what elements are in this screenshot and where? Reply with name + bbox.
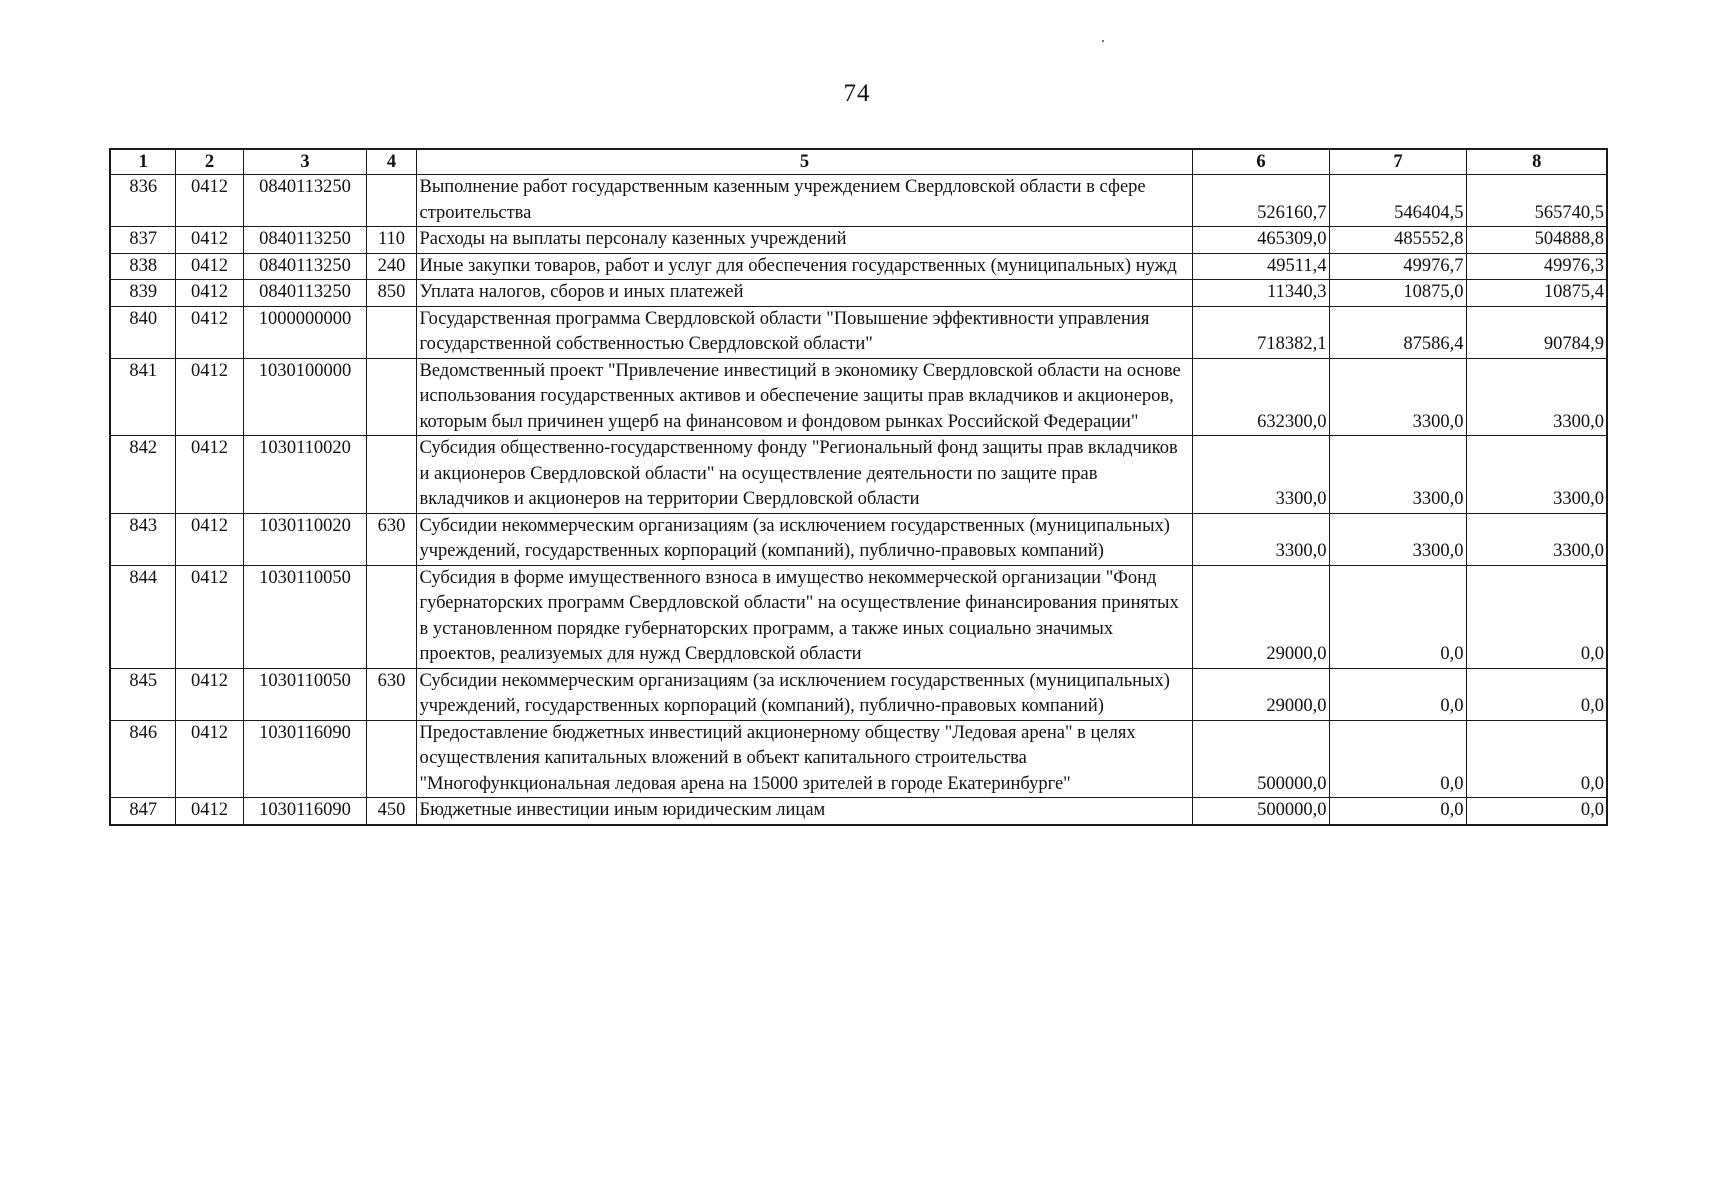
amount-year-2: 49976,7 bbox=[1329, 253, 1466, 280]
amount-year-2: 3300,0 bbox=[1329, 513, 1466, 565]
table-row bbox=[110, 513, 1607, 565]
section-code: 0412 bbox=[175, 306, 243, 358]
section-code: 0412 bbox=[175, 668, 243, 720]
expense-type-code bbox=[366, 436, 416, 514]
header-cell: 3 bbox=[243, 149, 366, 175]
amount-year-1: 29000,0 bbox=[1192, 668, 1329, 720]
amount-year-3: 0,0 bbox=[1466, 720, 1607, 798]
table-row bbox=[110, 668, 1607, 720]
table-row bbox=[110, 720, 1607, 798]
target-article-code: 0840113250 bbox=[243, 175, 366, 227]
amount-year-1: 3300,0 bbox=[1192, 436, 1329, 514]
row-number: 841 bbox=[110, 358, 175, 436]
item-description: Уплата налогов, сборов и иных платежей bbox=[416, 280, 1192, 307]
amount-year-2: 546404,5 bbox=[1329, 175, 1466, 227]
expense-type-code bbox=[366, 358, 416, 436]
amount-year-1: 632300,0 bbox=[1192, 358, 1329, 436]
row-number: 839 bbox=[110, 280, 175, 307]
amount-year-1: 49511,4 bbox=[1192, 253, 1329, 280]
amount-year-2: 0,0 bbox=[1329, 565, 1466, 668]
amount-year-2: 10875,0 bbox=[1329, 280, 1466, 307]
header-cell: 1 bbox=[110, 149, 175, 175]
header-cell: 2 bbox=[175, 149, 243, 175]
row-number: 844 bbox=[110, 565, 175, 668]
item-description: Субсидия общественно-государственному фонду "Региональный фонд защиты прав вкладчиков и акционеров Свердловской области" на осуществление деятельности по защите прав вкладчиков и акционеров на территории Свердловской области bbox=[416, 436, 1192, 514]
expense-type-code: 110 bbox=[366, 227, 416, 254]
header-cell: 4 bbox=[366, 149, 416, 175]
amount-year-3: 504888,8 bbox=[1466, 227, 1607, 254]
table-body bbox=[110, 175, 1607, 825]
table-row bbox=[110, 280, 1607, 307]
row-number: 836 bbox=[110, 175, 175, 227]
target-article-code: 0840113250 bbox=[243, 280, 366, 307]
amount-year-2: 0,0 bbox=[1329, 798, 1466, 825]
row-number: 842 bbox=[110, 436, 175, 514]
header-row bbox=[110, 149, 1607, 175]
row-number: 837 bbox=[110, 227, 175, 254]
row-number: 847 bbox=[110, 798, 175, 825]
row-number: 845 bbox=[110, 668, 175, 720]
amount-year-3: 0,0 bbox=[1466, 565, 1607, 668]
section-code: 0412 bbox=[175, 798, 243, 825]
amount-year-1: 11340,3 bbox=[1192, 280, 1329, 307]
amount-year-3: 0,0 bbox=[1466, 668, 1607, 720]
table-row bbox=[110, 253, 1607, 280]
expense-type-code: 240 bbox=[366, 253, 416, 280]
item-description: Бюджетные инвестиции иным юридическим лицам bbox=[416, 798, 1192, 825]
target-article-code: 1030116090 bbox=[243, 720, 366, 798]
table-row bbox=[110, 436, 1607, 514]
header-cell: 8 bbox=[1466, 149, 1607, 175]
amount-year-2: 485552,8 bbox=[1329, 227, 1466, 254]
item-description: Ведомственный проект "Привлечение инвестиций в экономику Свердловской области на основе использования государственных активов и обеспечение защиты прав вкладчиков и акционеров, которым был причинен ущерб на финансовом и фондовом рынках Российской Федерации" bbox=[416, 358, 1192, 436]
amount-year-3: 90784,9 bbox=[1466, 306, 1607, 358]
amount-year-3: 10875,4 bbox=[1466, 280, 1607, 307]
scan-speck bbox=[1102, 40, 1104, 42]
amount-year-3: 0,0 bbox=[1466, 798, 1607, 825]
target-article-code: 1030110020 bbox=[243, 436, 366, 514]
amount-year-2: 0,0 bbox=[1329, 720, 1466, 798]
amount-year-1: 500000,0 bbox=[1192, 720, 1329, 798]
amount-year-3: 3300,0 bbox=[1466, 358, 1607, 436]
item-description: Выполнение работ государственным казенным учреждением Свердловской области в сфере строительства bbox=[416, 175, 1192, 227]
row-number: 838 bbox=[110, 253, 175, 280]
target-article-code: 1030110050 bbox=[243, 668, 366, 720]
table-row bbox=[110, 227, 1607, 254]
section-code: 0412 bbox=[175, 280, 243, 307]
header-cell: 5 bbox=[416, 149, 1192, 175]
section-code: 0412 bbox=[175, 358, 243, 436]
amount-year-3: 565740,5 bbox=[1466, 175, 1607, 227]
item-description: Субсидии некоммерческим организациям (за исключением государственных (муниципальных) учреждений, государственных корпораций (компаний), публично-правовых компаний) bbox=[416, 513, 1192, 565]
row-number: 843 bbox=[110, 513, 175, 565]
amount-year-3: 49976,3 bbox=[1466, 253, 1607, 280]
section-code: 0412 bbox=[175, 227, 243, 254]
expense-type-code: 850 bbox=[366, 280, 416, 307]
item-description: Расходы на выплаты персоналу казенных учреждений bbox=[416, 227, 1192, 254]
item-description: Государственная программа Свердловской области "Повышение эффективности управления государственной собственностью Свердловской области" bbox=[416, 306, 1192, 358]
section-code: 0412 bbox=[175, 720, 243, 798]
item-description: Иные закупки товаров, работ и услуг для обеспечения государственных (муниципальных) нужд bbox=[416, 253, 1192, 280]
expense-type-code bbox=[366, 306, 416, 358]
expense-type-code bbox=[366, 565, 416, 668]
amount-year-3: 3300,0 bbox=[1466, 513, 1607, 565]
amount-year-1: 500000,0 bbox=[1192, 798, 1329, 825]
header-cell: 6 bbox=[1192, 149, 1329, 175]
amount-year-2: 87586,4 bbox=[1329, 306, 1466, 358]
item-description: Предоставление бюджетных инвестиций акционерному обществу "Ледовая арена" в целях осуществления капитальных вложений в объект капитального строительства "Многофункциональная ледовая арена на 15000 зрителей в городе Екатеринбурге" bbox=[416, 720, 1192, 798]
amount-year-2: 0,0 bbox=[1329, 668, 1466, 720]
target-article-code: 1030100000 bbox=[243, 358, 366, 436]
table-row bbox=[110, 565, 1607, 668]
section-code: 0412 bbox=[175, 513, 243, 565]
amount-year-1: 29000,0 bbox=[1192, 565, 1329, 668]
header-cell: 7 bbox=[1329, 149, 1466, 175]
target-article-code: 1030116090 bbox=[243, 798, 366, 825]
amount-year-2: 3300,0 bbox=[1329, 358, 1466, 436]
table-row bbox=[110, 175, 1607, 227]
row-number: 840 bbox=[110, 306, 175, 358]
table-row bbox=[110, 306, 1607, 358]
item-description: Субсидия в форме имущественного взноса в имущество некоммерческой организации "Фонд губернаторских программ Свердловской области" на осуществление финансирования принятых в установленном порядке губернаторских программ, а также иных социально значимых проектов, реализуемых для нужд Свердловской области bbox=[416, 565, 1192, 668]
target-article-code: 1030110050 bbox=[243, 565, 366, 668]
target-article-code: 0840113250 bbox=[243, 227, 366, 254]
amount-year-1: 3300,0 bbox=[1192, 513, 1329, 565]
section-code: 0412 bbox=[175, 253, 243, 280]
expense-type-code bbox=[366, 175, 416, 227]
target-article-code: 0840113250 bbox=[243, 253, 366, 280]
expense-type-code bbox=[366, 720, 416, 798]
page-number: 74 bbox=[843, 80, 871, 107]
item-description: Субсидии некоммерческим организациям (за исключением государственных (муниципальных) учреждений, государственных корпораций (компаний), публично-правовых компаний) bbox=[416, 668, 1192, 720]
amount-year-1: 526160,7 bbox=[1192, 175, 1329, 227]
section-code: 0412 bbox=[175, 436, 243, 514]
amount-year-1: 465309,0 bbox=[1192, 227, 1329, 254]
expense-type-code: 450 bbox=[366, 798, 416, 825]
section-code: 0412 bbox=[175, 565, 243, 668]
expense-type-code: 630 bbox=[366, 668, 416, 720]
section-code: 0412 bbox=[175, 175, 243, 227]
target-article-code: 1000000000 bbox=[243, 306, 366, 358]
table-row bbox=[110, 798, 1607, 825]
expense-type-code: 630 bbox=[366, 513, 416, 565]
amount-year-3: 3300,0 bbox=[1466, 436, 1607, 514]
amount-year-1: 718382,1 bbox=[1192, 306, 1329, 358]
row-number: 846 bbox=[110, 720, 175, 798]
table-row bbox=[110, 358, 1607, 436]
amount-year-2: 3300,0 bbox=[1329, 436, 1466, 514]
budget-table bbox=[109, 148, 1608, 826]
target-article-code: 1030110020 bbox=[243, 513, 366, 565]
